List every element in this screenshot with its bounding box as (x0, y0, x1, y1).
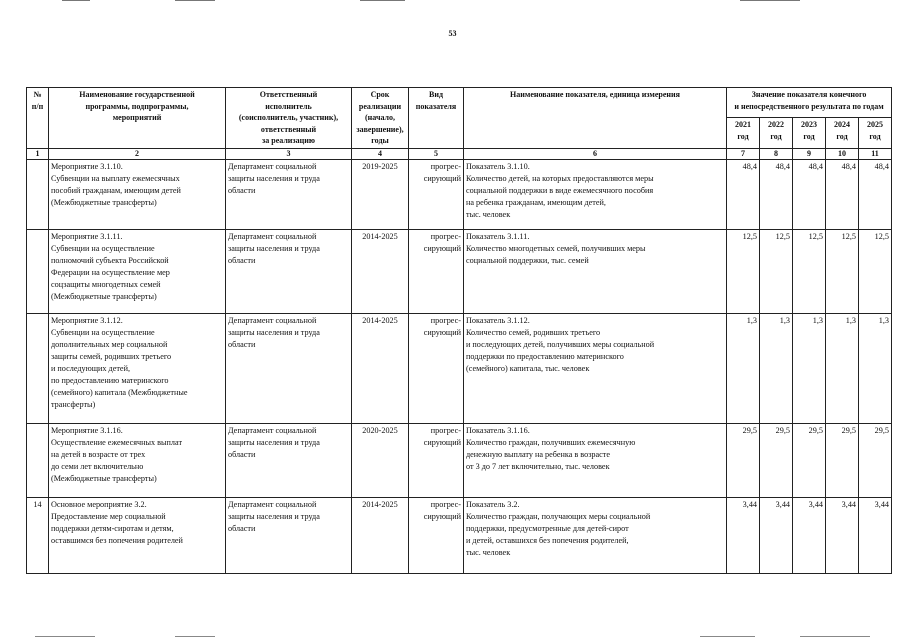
value-2023: 3,44 (793, 497, 826, 573)
indicator-kind: прогрес- сирующий (409, 229, 464, 313)
measure-name: Мероприятие 3.1.10. Субвенции на выплату ежемесячных пособий гражданам, имеющим детей (Межбюджетные трансферты) (49, 159, 226, 229)
header-year: 2023 год (793, 118, 826, 148)
value-2023: 12,5 (793, 229, 826, 313)
value-2022: 3,44 (760, 497, 793, 573)
column-number: 9 (793, 148, 826, 159)
top-edge-line (175, 0, 215, 1)
indicator-kind: прогрес- сирующий (409, 423, 464, 497)
value-2021: 1,3 (727, 313, 760, 423)
column-number: 5 (409, 148, 464, 159)
top-edge-line (62, 0, 90, 1)
row-number (27, 159, 49, 229)
indicator-name: Показатель 3.1.10. Количество детей, на которых предоставляются меры социальной поддержки в виде ежемесячного пособия на ребенка гражданам, имеющим детей, тыс. человек (464, 159, 727, 229)
value-2022: 48,4 (760, 159, 793, 229)
table-row (27, 497, 892, 573)
value-2023: 29,5 (793, 423, 826, 497)
responsible-executor: Департамент социальной защиты населения и труда области (226, 423, 352, 497)
table-row (27, 159, 892, 229)
header-year: 2021 год (727, 118, 760, 148)
measure-name: Основное мероприятие 3.2. Предоставление мер социальной поддержки детям-сиротам и детям, оставшимся без попечения родителей (49, 497, 226, 573)
value-2024: 3,44 (826, 497, 859, 573)
header-row (27, 88, 892, 118)
indicators-table (26, 87, 892, 574)
value-2021: 12,5 (727, 229, 760, 313)
responsible-executor: Департамент социальной защиты населения и труда области (226, 497, 352, 573)
value-2025: 29,5 (859, 423, 892, 497)
implementation-term: 2019-2025 (352, 159, 409, 229)
value-2024: 29,5 (826, 423, 859, 497)
column-number: 11 (859, 148, 892, 159)
value-2022: 1,3 (760, 313, 793, 423)
column-number: 2 (49, 148, 226, 159)
value-2025: 12,5 (859, 229, 892, 313)
column-number: 8 (760, 148, 793, 159)
header-year: 2024 год (826, 118, 859, 148)
table-row (27, 229, 892, 313)
row-number (27, 229, 49, 313)
implementation-term: 2014-2025 (352, 229, 409, 313)
header-indicator: Наименование показателя, единица измерения (464, 88, 727, 149)
responsible-executor: Департамент социальной защиты населения и труда области (226, 159, 352, 229)
bottom-edge-line (800, 636, 870, 637)
bottom-edge-line (700, 636, 755, 637)
top-edge-line (360, 0, 405, 1)
indicator-name: Показатель 3.2. Количество граждан, получающих меры социальной поддержки, предусмотренные для детей-сирот и детей, оставшихся без попечения родителей, тыс. человек (464, 497, 727, 573)
header-year: 2025 год (859, 118, 892, 148)
row-number (27, 313, 49, 423)
table-row (27, 313, 892, 423)
table-row (27, 423, 892, 497)
value-2021: 29,5 (727, 423, 760, 497)
column-number: 4 (352, 148, 409, 159)
header-executor: Ответственный исполнитель (соисполнитель, участник), ответственный за реализацию (226, 88, 352, 149)
row-number (27, 423, 49, 497)
value-2023: 1,3 (793, 313, 826, 423)
row-number: 14 (27, 497, 49, 573)
indicator-kind: прогрес- сирующий (409, 159, 464, 229)
value-2025: 1,3 (859, 313, 892, 423)
measure-name: Мероприятие 3.1.11. Субвенции на осуществление полномочий субъекта Российской Федерации на осуществление мер соцзащиты многодетных семей (Межбюджетные трансферты) (49, 229, 226, 313)
measure-name: Мероприятие 3.1.12. Субвенции на осуществление дополнительных мер социальной защиты семей, родивших третьего и последующих детей, по предоставлению материнского (семейного) капитала (Межбюджетные трансферты) (49, 313, 226, 423)
column-number: 1 (27, 148, 49, 159)
column-number: 3 (226, 148, 352, 159)
value-2022: 29,5 (760, 423, 793, 497)
indicator-kind: прогрес- сирующий (409, 313, 464, 423)
implementation-term: 2014-2025 (352, 497, 409, 573)
column-number: 7 (727, 148, 760, 159)
header-num: № п/п (27, 88, 49, 149)
header-year: 2022 год (760, 118, 793, 148)
bottom-edge-line (35, 636, 95, 637)
value-2023: 48,4 (793, 159, 826, 229)
header-name: Наименование государственной программы, подпрограммы, мероприятий (49, 88, 226, 149)
bottom-edge-line (175, 636, 215, 637)
indicator-name: Показатель 3.1.11. Количество многодетных семей, получивших меры социальной поддержки, тыс. семей (464, 229, 727, 313)
value-2021: 48,4 (727, 159, 760, 229)
implementation-term: 2014-2025 (352, 313, 409, 423)
indicator-kind: прогрес- сирующий (409, 497, 464, 573)
value-2024: 48,4 (826, 159, 859, 229)
measure-name: Мероприятие 3.1.16. Осуществление ежемесячных выплат на детей в возрасте от трех до семи лет включительно (Межбюджетные трансферты) (49, 423, 226, 497)
responsible-executor: Департамент социальной защиты населения и труда области (226, 313, 352, 423)
value-2024: 12,5 (826, 229, 859, 313)
column-number: 6 (464, 148, 727, 159)
implementation-term: 2020-2025 (352, 423, 409, 497)
page-number: 53 (448, 29, 457, 38)
top-edge-line (740, 0, 800, 1)
column-number-row (27, 148, 892, 159)
value-2021: 3,44 (727, 497, 760, 573)
responsible-executor: Департамент социальной защиты населения и труда области (226, 229, 352, 313)
header-kind: Вид показателя (409, 88, 464, 149)
value-2025: 3,44 (859, 497, 892, 573)
header-value-group: Значение показателя конечного и непосредственного результата по годам (727, 88, 892, 118)
value-2025: 48,4 (859, 159, 892, 229)
indicator-name: Показатель 3.1.16. Количество граждан, получивших ежемесячную денежную выплату на ребенка в возрасте от 3 до 7 лет включительно, тыс. человек (464, 423, 727, 497)
value-2022: 12,5 (760, 229, 793, 313)
column-number: 10 (826, 148, 859, 159)
indicator-name: Показатель 3.1.12. Количество семей, родивших третьего и последующих детей, получивших меры социальной поддержки по предоставлению материнского (семейного) капитала, тыс. человек (464, 313, 727, 423)
header-term: Срок реализации (начало, завершение), годы (352, 88, 409, 149)
value-2024: 1,3 (826, 313, 859, 423)
